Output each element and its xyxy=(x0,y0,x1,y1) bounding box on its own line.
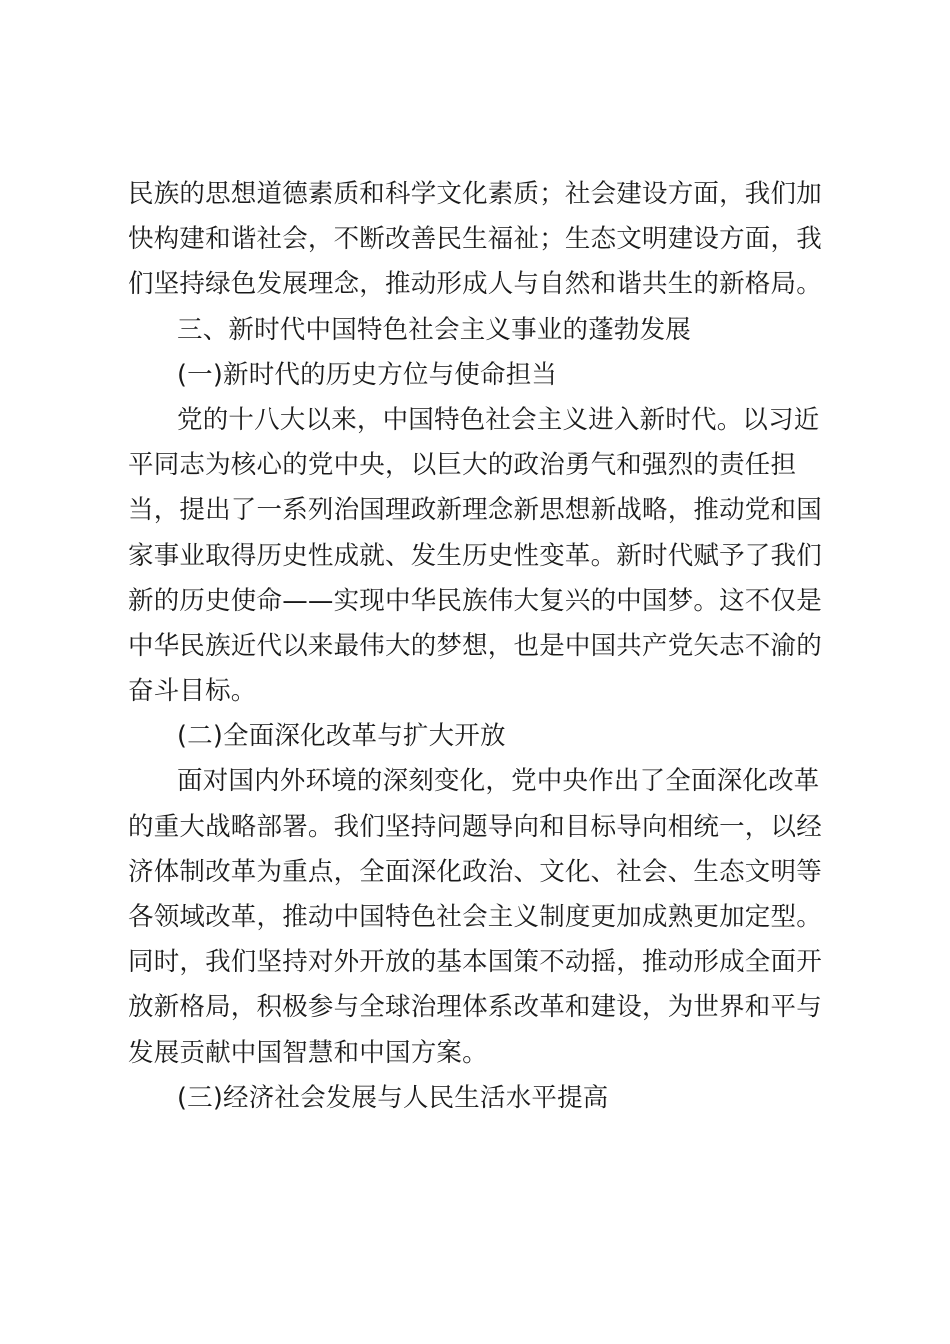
document-body xyxy=(128,172,822,1121)
text-line: 济体制改革为重点，全面深化政治、文化、社会、生态文明等 xyxy=(128,856,822,887)
paragraph-start: 面对国内外环境的深刻变化，党中央作出了全面深化改革 xyxy=(177,766,820,797)
text-line: 同时，我们坚持对外开放的基本国策不动摇，推动形成全面开 xyxy=(128,947,822,978)
text-line: 的重大战略部署。我们坚持问题导向和目标导向相统一，以经 xyxy=(128,811,822,842)
subsection-heading: (三)经济社会发展与人民生活水平提高 xyxy=(177,1082,609,1113)
text-line: 家事业取得历史性成就、发生历史性变革。新时代赋予了我们 xyxy=(128,540,822,571)
text-line: 各领域改革，推动中国特色社会主义制度更加成熟更加定型。 xyxy=(128,902,822,932)
text-line: 快构建和谐社会，不断改善民生福祉；生态文明建设方面，我 xyxy=(128,224,822,255)
section-heading: 三、新时代中国特色社会主义事业的蓬勃发展 xyxy=(177,314,692,345)
text-line: 奋斗目标。 xyxy=(128,676,257,707)
text-line: 中华民族近代以来最伟大的梦想，也是中国共产党矢志不渝的 xyxy=(128,630,822,661)
text-line: 民族的思想道德素质和科学文化素质；社会建设方面，我们加 xyxy=(128,179,822,209)
text-line: 们坚持绿色发展理念，推动形成人与自然和谐共生的新格局。 xyxy=(128,269,822,300)
text-line: 发展贡献中国智慧和中国方案。 xyxy=(128,1037,488,1068)
text-line: 平同志为核心的党中央，以巨大的政治勇气和强烈的责任担 xyxy=(128,450,797,481)
text-line: 当，提出了一系列治国理政新理念新思想新战略，推动党和国 xyxy=(128,495,822,526)
text-line: 放新格局，积极参与全球治理体系改革和建设，为世界和平与 xyxy=(128,992,822,1023)
paragraph-start: 党的十八大以来，中国特色社会主义进入新时代。以习近 xyxy=(177,404,820,435)
subsection-heading: (二)全面深化改革与扩大开放 xyxy=(177,721,506,752)
text-line: 新的历史使命——实现中华民族伟大复兴的中国梦。这不仅是 xyxy=(128,585,822,616)
subsection-heading: (一)新时代的历史方位与使命担当 xyxy=(177,359,558,390)
